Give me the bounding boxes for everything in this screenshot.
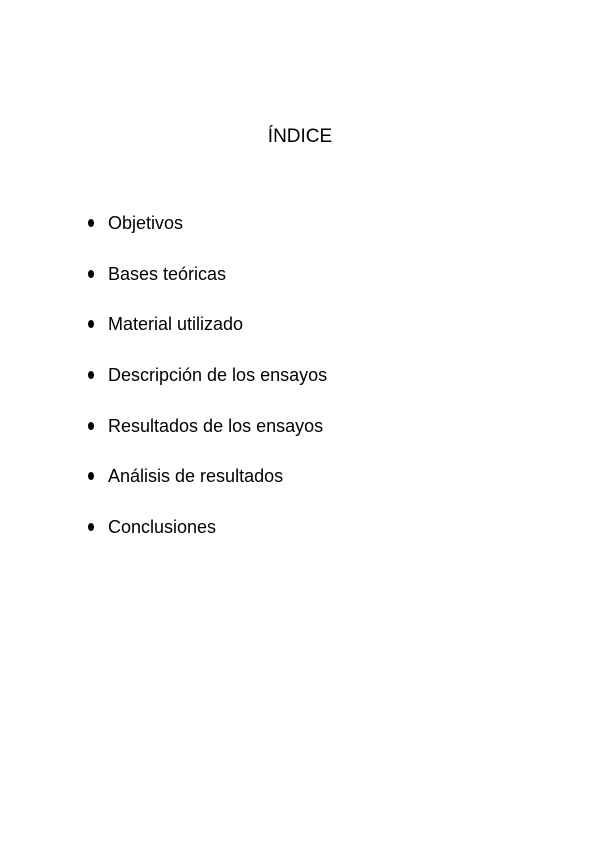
- toc-item-label: Bases teóricas: [108, 263, 227, 284]
- toc-item-label: Análisis de resultados: [108, 466, 284, 487]
- page-title: ÍNDICE: [267, 126, 333, 147]
- toc-item-label: Conclusiones: [108, 517, 217, 538]
- list-item: [88, 312, 327, 363]
- toc-item-label: Objetivos: [108, 213, 184, 233]
- list-item: [88, 262, 327, 313]
- bullet-icon: [88, 422, 94, 430]
- toc-item-label: Resultados de los ensayos: [108, 415, 324, 436]
- bullet-icon: [88, 371, 94, 379]
- bullet-icon: [88, 472, 94, 480]
- bullet-icon: [88, 270, 94, 278]
- list-item: [88, 464, 327, 515]
- table-of-contents: [88, 211, 327, 566]
- list-item: [88, 515, 327, 566]
- toc-item-label: Material utilizado: [108, 314, 244, 335]
- toc-item-label: Descripción de los ensayos: [108, 365, 328, 386]
- bullet-icon: [88, 523, 94, 531]
- bullet-icon: [88, 320, 94, 328]
- list-item: [88, 211, 327, 262]
- list-item: [88, 363, 327, 414]
- list-item: [88, 414, 327, 465]
- bullet-icon: [88, 219, 94, 227]
